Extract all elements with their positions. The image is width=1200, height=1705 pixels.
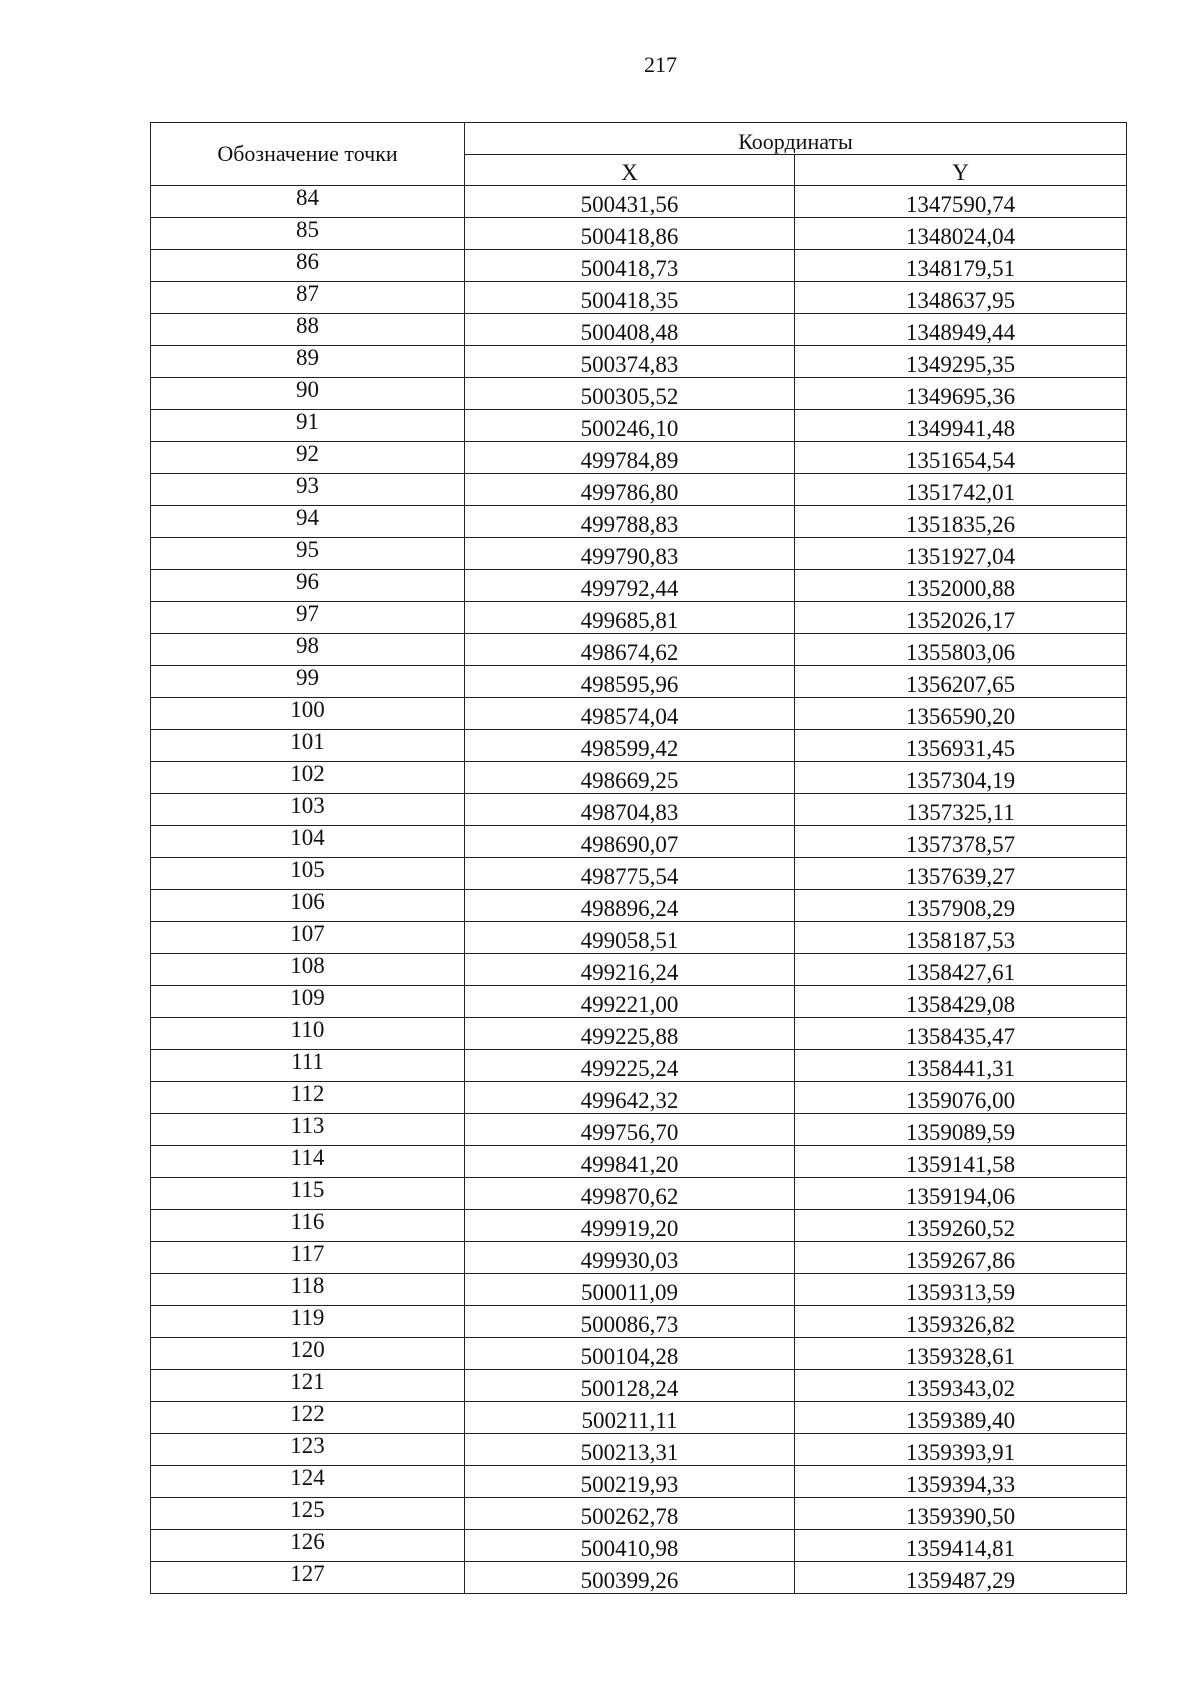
point-cell: 114 <box>151 1146 465 1178</box>
table-row <box>151 1466 1127 1498</box>
x-coordinate-cell: 499792,44 <box>465 570 795 602</box>
table-row <box>151 1082 1127 1114</box>
point-cell: 95 <box>151 538 465 570</box>
point-cell: 113 <box>151 1114 465 1146</box>
x-coordinate-cell: 499919,20 <box>465 1210 795 1242</box>
y-coordinate-cell: 1359328,61 <box>795 1338 1127 1370</box>
y-coordinate-cell: 1348949,44 <box>795 314 1127 346</box>
table-row <box>151 1498 1127 1530</box>
point-cell: 105 <box>151 858 465 890</box>
table-row <box>151 602 1127 634</box>
table-row <box>151 1178 1127 1210</box>
x-coordinate-cell: 499221,00 <box>465 986 795 1018</box>
point-cell: 84 <box>151 186 465 218</box>
point-cell: 124 <box>151 1466 465 1498</box>
point-cell: 115 <box>151 1178 465 1210</box>
x-coordinate-cell: 498896,24 <box>465 890 795 922</box>
point-column-header: Обозначение точки <box>151 123 465 186</box>
x-coordinate-cell: 500262,78 <box>465 1498 795 1530</box>
x-coordinate-cell: 499841,20 <box>465 1146 795 1178</box>
table-row <box>151 442 1127 474</box>
point-cell: 88 <box>151 314 465 346</box>
x-coordinate-cell: 499685,81 <box>465 602 795 634</box>
point-cell: 122 <box>151 1402 465 1434</box>
x-coordinate-cell: 500213,31 <box>465 1434 795 1466</box>
x-coordinate-cell: 499756,70 <box>465 1114 795 1146</box>
y-coordinate-cell: 1349695,36 <box>795 378 1127 410</box>
point-cell: 126 <box>151 1530 465 1562</box>
y-coordinate-cell: 1352026,17 <box>795 602 1127 634</box>
x-coordinate-cell: 500128,24 <box>465 1370 795 1402</box>
y-coordinate-cell: 1357908,29 <box>795 890 1127 922</box>
y-coordinate-cell: 1359414,81 <box>795 1530 1127 1562</box>
x-coordinate-cell: 500418,73 <box>465 250 795 282</box>
x-coordinate-cell: 499216,24 <box>465 954 795 986</box>
x-coordinate-cell: 499225,24 <box>465 1050 795 1082</box>
table-row <box>151 986 1127 1018</box>
point-cell: 125 <box>151 1498 465 1530</box>
table-row <box>151 1018 1127 1050</box>
y-coordinate-cell: 1351927,04 <box>795 538 1127 570</box>
coordinates-column-header: Координаты <box>465 123 1127 155</box>
y-coordinate-cell: 1359393,91 <box>795 1434 1127 1466</box>
table-body <box>151 186 1127 1594</box>
x-coordinate-cell: 499784,89 <box>465 442 795 474</box>
point-cell: 106 <box>151 890 465 922</box>
x-coordinate-cell: 498775,54 <box>465 858 795 890</box>
x-coordinate-cell: 498690,07 <box>465 826 795 858</box>
x-coordinate-cell: 500410,98 <box>465 1530 795 1562</box>
y-coordinate-cell: 1351742,01 <box>795 474 1127 506</box>
x-coordinate-cell: 500246,10 <box>465 410 795 442</box>
table-row <box>151 346 1127 378</box>
table-row <box>151 954 1127 986</box>
point-cell: 116 <box>151 1210 465 1242</box>
table-row <box>151 1050 1127 1082</box>
y-coordinate-cell: 1349941,48 <box>795 410 1127 442</box>
point-cell: 110 <box>151 1018 465 1050</box>
point-cell: 101 <box>151 730 465 762</box>
x-coordinate-cell: 498704,83 <box>465 794 795 826</box>
table-row <box>151 1402 1127 1434</box>
y-coordinate-cell: 1357639,27 <box>795 858 1127 890</box>
table-row <box>151 570 1127 602</box>
x-coordinate-cell: 500374,83 <box>465 346 795 378</box>
y-coordinate-cell: 1359089,59 <box>795 1114 1127 1146</box>
table-row <box>151 1338 1127 1370</box>
y-coordinate-cell: 1359260,52 <box>795 1210 1127 1242</box>
y-coordinate-cell: 1358429,08 <box>795 986 1127 1018</box>
table-row <box>151 762 1127 794</box>
table-row <box>151 282 1127 314</box>
y-coordinate-cell: 1356931,45 <box>795 730 1127 762</box>
point-cell: 103 <box>151 794 465 826</box>
point-cell: 97 <box>151 602 465 634</box>
point-cell: 127 <box>151 1562 465 1594</box>
table-row <box>151 218 1127 250</box>
point-cell: 85 <box>151 218 465 250</box>
point-cell: 93 <box>151 474 465 506</box>
table-row <box>151 890 1127 922</box>
y-coordinate-cell: 1358427,61 <box>795 954 1127 986</box>
x-coordinate-cell: 499790,83 <box>465 538 795 570</box>
x-coordinate-cell: 499788,83 <box>465 506 795 538</box>
point-cell: 107 <box>151 922 465 954</box>
x-coordinate-cell: 499225,88 <box>465 1018 795 1050</box>
y-coordinate-cell: 1357304,19 <box>795 762 1127 794</box>
point-cell: 98 <box>151 634 465 666</box>
table-row <box>151 1306 1127 1338</box>
x-coordinate-cell: 498674,62 <box>465 634 795 666</box>
x-coordinate-cell: 498599,42 <box>465 730 795 762</box>
coordinates-table <box>150 122 1127 1594</box>
y-coordinate-cell: 1357378,57 <box>795 826 1127 858</box>
y-coordinate-cell: 1352000,88 <box>795 570 1127 602</box>
y-coordinate-cell: 1359194,06 <box>795 1178 1127 1210</box>
point-cell: 109 <box>151 986 465 1018</box>
x-coordinate-cell: 500408,48 <box>465 314 795 346</box>
x-coordinate-cell: 500431,56 <box>465 186 795 218</box>
y-coordinate-cell: 1359076,00 <box>795 1082 1127 1114</box>
point-cell: 99 <box>151 666 465 698</box>
point-cell: 108 <box>151 954 465 986</box>
x-coordinate-cell: 498574,04 <box>465 698 795 730</box>
y-coordinate-cell: 1359343,02 <box>795 1370 1127 1402</box>
table-row <box>151 1146 1127 1178</box>
y-coordinate-cell: 1359267,86 <box>795 1242 1127 1274</box>
y-coordinate-cell: 1359326,82 <box>795 1306 1127 1338</box>
table-row <box>151 826 1127 858</box>
point-cell: 121 <box>151 1370 465 1402</box>
y-coordinate-cell: 1348179,51 <box>795 250 1127 282</box>
y-coordinate-cell: 1359390,50 <box>795 1498 1127 1530</box>
x-coordinate-cell: 500086,73 <box>465 1306 795 1338</box>
point-cell: 86 <box>151 250 465 282</box>
table-row <box>151 186 1127 218</box>
x-coordinate-cell: 498595,96 <box>465 666 795 698</box>
y-coordinate-cell: 1355803,06 <box>795 634 1127 666</box>
table-row <box>151 698 1127 730</box>
x-coordinate-cell: 500011,09 <box>465 1274 795 1306</box>
point-cell: 120 <box>151 1338 465 1370</box>
y-coordinate-cell: 1357325,11 <box>795 794 1127 826</box>
point-cell: 89 <box>151 346 465 378</box>
table-row <box>151 1530 1127 1562</box>
point-cell: 112 <box>151 1082 465 1114</box>
table-row <box>151 506 1127 538</box>
y-coordinate-cell: 1348637,95 <box>795 282 1127 314</box>
table-row <box>151 1562 1127 1594</box>
table-header <box>151 123 1127 186</box>
point-cell: 119 <box>151 1306 465 1338</box>
table-row <box>151 1114 1127 1146</box>
x-coordinate-cell: 499930,03 <box>465 1242 795 1274</box>
table-row <box>151 666 1127 698</box>
x-coordinate-cell: 500219,93 <box>465 1466 795 1498</box>
point-cell: 117 <box>151 1242 465 1274</box>
page-number: 217 <box>644 52 677 77</box>
point-cell: 96 <box>151 570 465 602</box>
x-coordinate-cell: 499058,51 <box>465 922 795 954</box>
y-coordinate-cell: 1358441,31 <box>795 1050 1127 1082</box>
y-coordinate-cell: 1348024,04 <box>795 218 1127 250</box>
table-row <box>151 538 1127 570</box>
table-row <box>151 1210 1127 1242</box>
point-cell: 92 <box>151 442 465 474</box>
x-coordinate-cell: 500104,28 <box>465 1338 795 1370</box>
y-coordinate-cell: 1358187,53 <box>795 922 1127 954</box>
x-coordinate-cell: 500399,26 <box>465 1562 795 1594</box>
table-row <box>151 474 1127 506</box>
table-row <box>151 314 1127 346</box>
table-row <box>151 922 1127 954</box>
x-coordinate-cell: 499870,62 <box>465 1178 795 1210</box>
table-row <box>151 250 1127 282</box>
table-row <box>151 378 1127 410</box>
point-cell: 123 <box>151 1434 465 1466</box>
table-row <box>151 1242 1127 1274</box>
point-cell: 94 <box>151 506 465 538</box>
y-coordinate-cell: 1359487,29 <box>795 1562 1127 1594</box>
table-row <box>151 730 1127 762</box>
y-coordinate-cell: 1356207,65 <box>795 666 1127 698</box>
y-coordinate-cell: 1358435,47 <box>795 1018 1127 1050</box>
y-coordinate-cell: 1349295,35 <box>795 346 1127 378</box>
x-coordinate-cell: 500418,35 <box>465 282 795 314</box>
point-cell: 87 <box>151 282 465 314</box>
y-coordinate-cell: 1351654,54 <box>795 442 1127 474</box>
table-row <box>151 410 1127 442</box>
x-column-header: X <box>465 154 795 186</box>
x-coordinate-cell: 498669,25 <box>465 762 795 794</box>
point-cell: 111 <box>151 1050 465 1082</box>
y-coordinate-cell: 1351835,26 <box>795 506 1127 538</box>
y-coordinate-cell: 1347590,74 <box>795 186 1127 218</box>
table-row <box>151 1434 1127 1466</box>
x-coordinate-cell: 499786,80 <box>465 474 795 506</box>
x-coordinate-cell: 499642,32 <box>465 1082 795 1114</box>
y-column-header: Y <box>795 154 1127 186</box>
y-coordinate-cell: 1356590,20 <box>795 698 1127 730</box>
table-row <box>151 1274 1127 1306</box>
y-coordinate-cell: 1359141,58 <box>795 1146 1127 1178</box>
point-cell: 90 <box>151 378 465 410</box>
x-coordinate-cell: 500305,52 <box>465 378 795 410</box>
point-cell: 102 <box>151 762 465 794</box>
point-cell: 104 <box>151 826 465 858</box>
point-cell: 118 <box>151 1274 465 1306</box>
y-coordinate-cell: 1359389,40 <box>795 1402 1127 1434</box>
table-row <box>151 794 1127 826</box>
y-coordinate-cell: 1359313,59 <box>795 1274 1127 1306</box>
table-row <box>151 858 1127 890</box>
table-row <box>151 634 1127 666</box>
table-row <box>151 1370 1127 1402</box>
x-coordinate-cell: 500418,86 <box>465 218 795 250</box>
x-coordinate-cell: 500211,11 <box>465 1402 795 1434</box>
point-cell: 91 <box>151 410 465 442</box>
point-cell: 100 <box>151 698 465 730</box>
y-coordinate-cell: 1359394,33 <box>795 1466 1127 1498</box>
